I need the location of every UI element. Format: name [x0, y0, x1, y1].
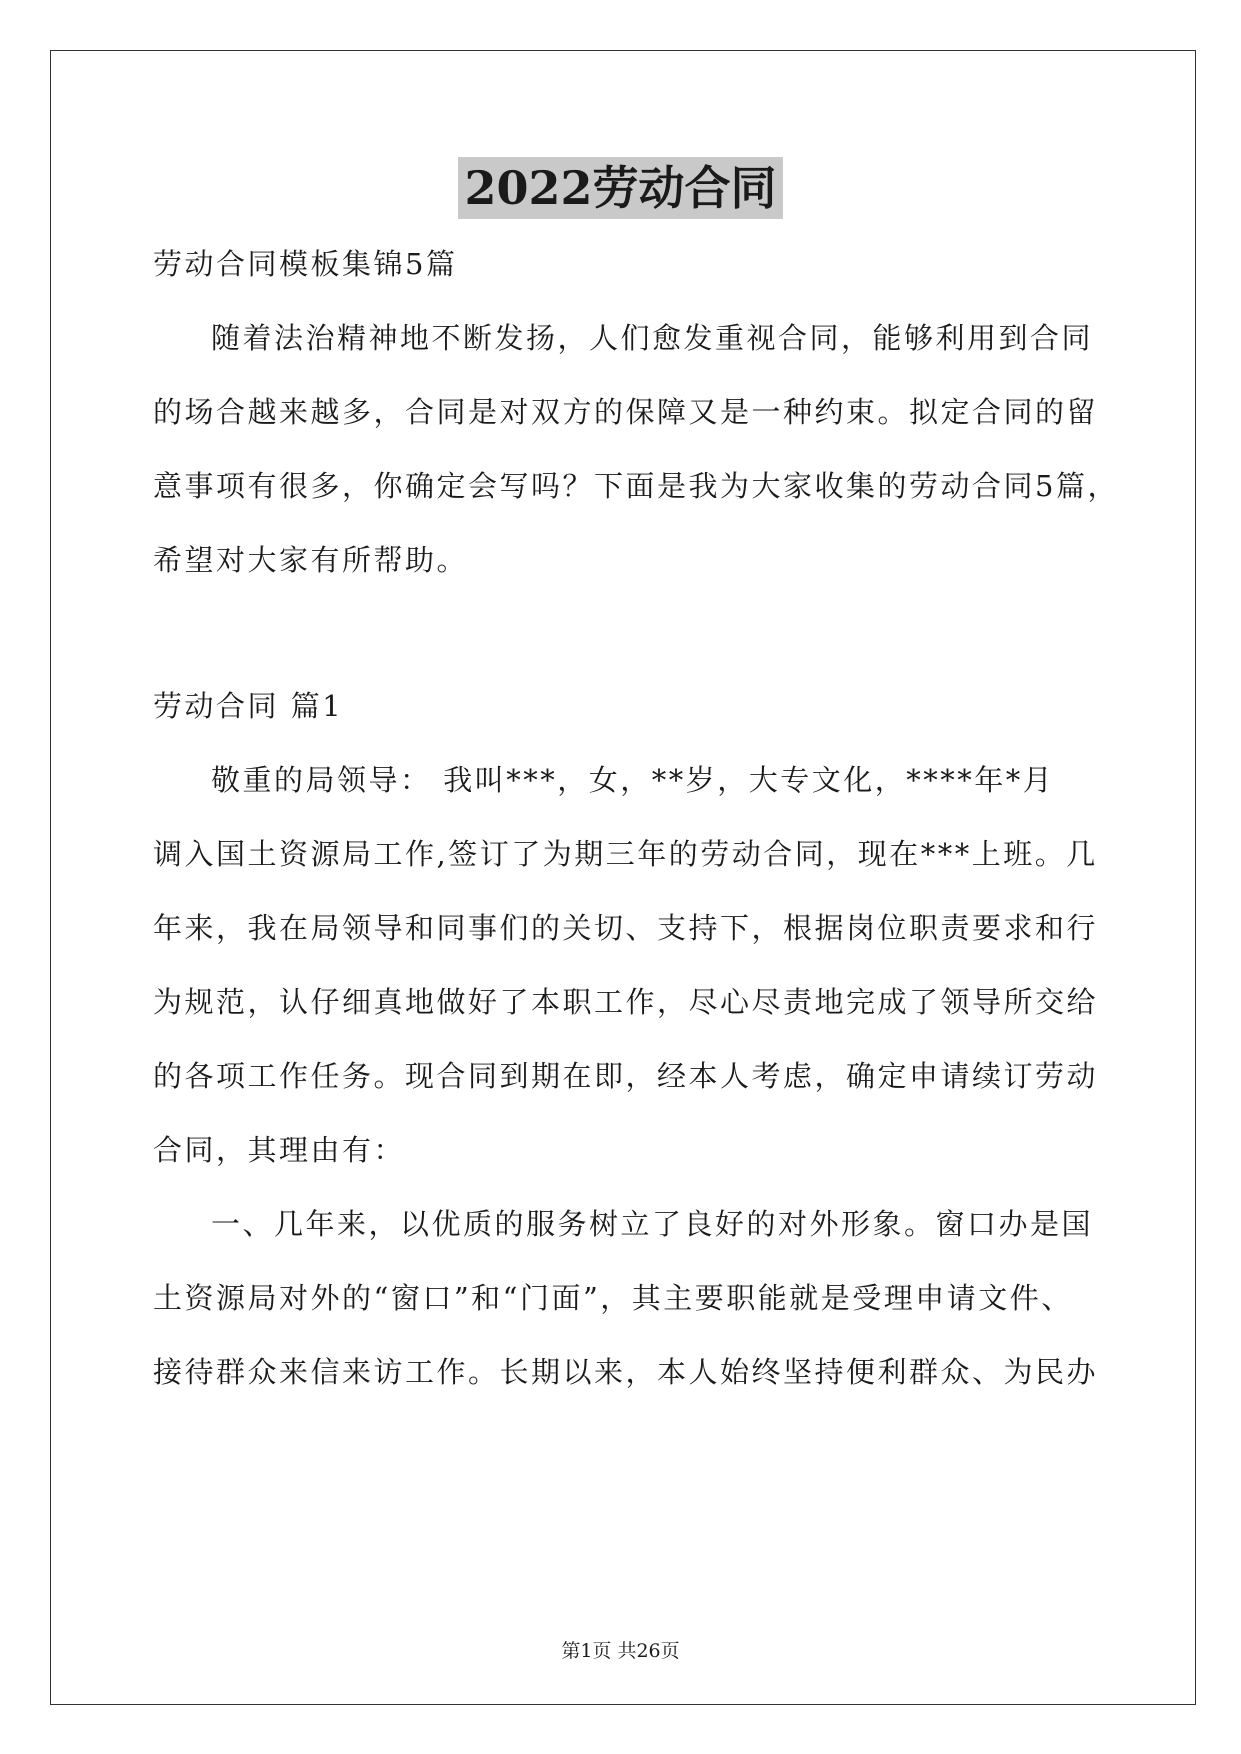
- body-line: 年来，我在局领导和同事们的关切、支持下，根据岗位职责要求和行: [153, 911, 1099, 945]
- page-border: [50, 50, 1196, 1705]
- intro-line: 希望对大家有所帮助。: [153, 543, 469, 577]
- subtitle: 劳动合同模板集锦5篇: [153, 247, 458, 281]
- body-line: 调入国土资源局工作,签订了为期三年的劳动合同，现在***上班。几: [153, 837, 1098, 871]
- page-footer: 第1页 共26页: [561, 1640, 680, 1662]
- intro-line: 意事项有很多，你确定会写吗？下面是我为大家收集的劳动合同5篇，: [153, 469, 1119, 503]
- body-line: 合同，其理由有：: [153, 1133, 406, 1167]
- body-line: 土资源局对外的“窗口”和“门面”，其主要职能就是受理申请文件、: [153, 1281, 1073, 1315]
- body-line: 为规范，认仔细真地做好了本职工作，尽心尽责地完成了领导所交给: [153, 985, 1099, 1019]
- document-title-wrap: [0, 152, 1241, 218]
- body-line: 一、几年来，以优质的服务树立了良好的对外形象。窗口办是国: [211, 1207, 1094, 1241]
- body-line: 敬重的局领导： 我叫***，女，**岁，大专文化，****年*月: [211, 763, 1055, 797]
- body-line: 的各项工作任务。现合同到期在即，经本人考虑，确定申请续订劳动: [153, 1059, 1099, 1093]
- intro-line: 的场合越来越多，合同是对双方的保障又是一种约束。拟定合同的留: [153, 395, 1099, 429]
- section-heading: 劳动合同 篇1: [153, 689, 344, 723]
- document-title: 2022劳动合同: [458, 157, 782, 219]
- intro-line: 随着法治精神地不断发扬，人们愈发重视合同，能够利用到合同: [211, 321, 1094, 355]
- body-line: 接待群众来信来访工作。长期以来，本人始终坚持便利群众、为民办: [153, 1355, 1099, 1389]
